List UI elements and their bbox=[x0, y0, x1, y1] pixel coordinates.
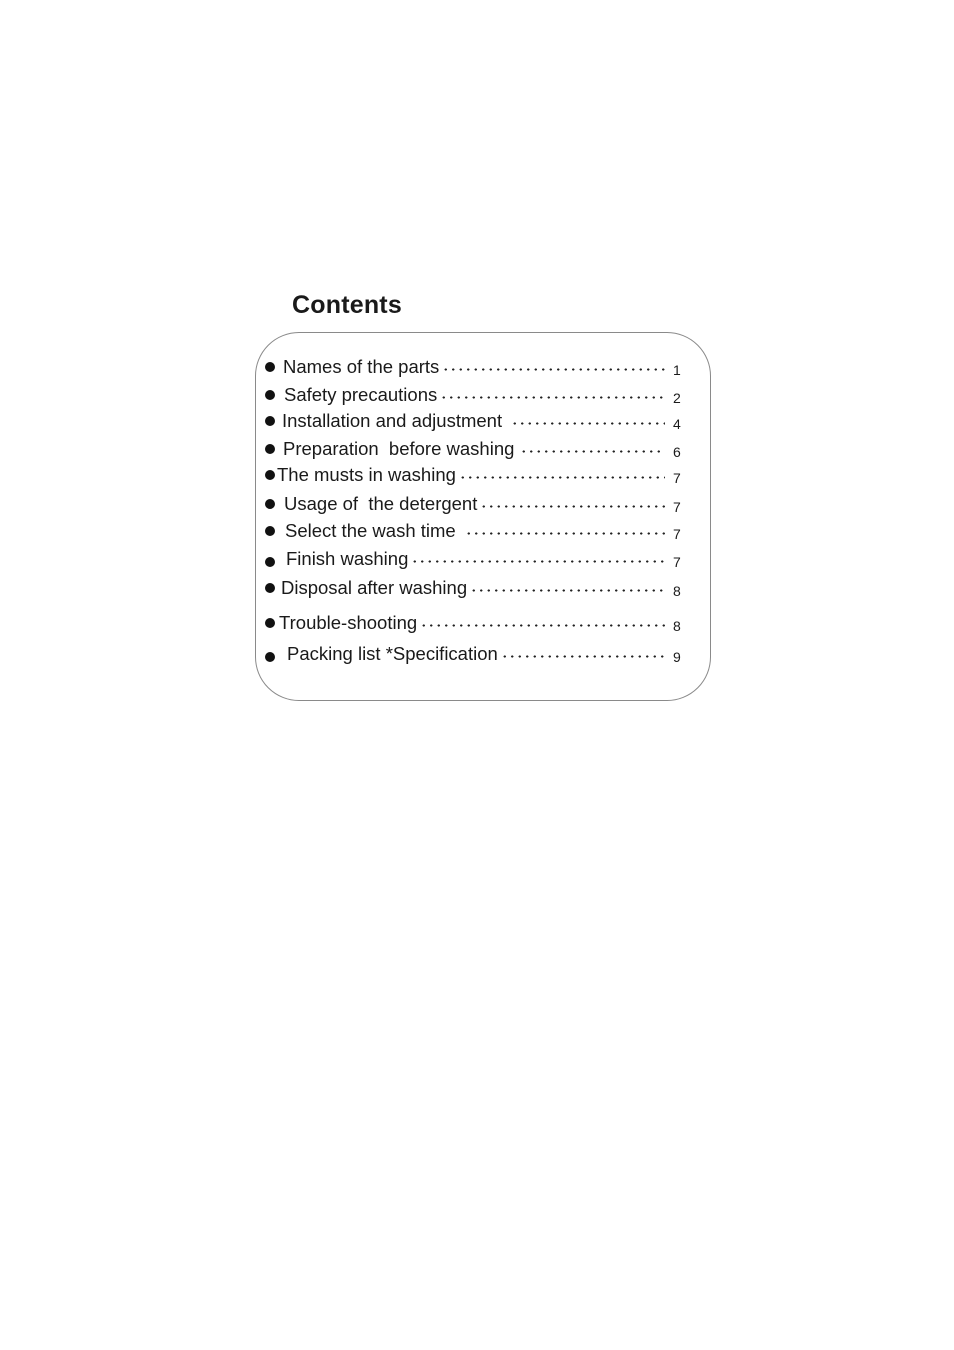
toc-entry-names-of-parts bbox=[265, 355, 685, 379]
toc-entry-page: 8 bbox=[673, 618, 681, 634]
dot-leader bbox=[465, 532, 667, 535]
dot-leader bbox=[511, 422, 665, 425]
toc-entry-label: Usage of the detergent bbox=[284, 493, 478, 514]
bullet-icon bbox=[265, 526, 275, 536]
toc-entry-page: 7 bbox=[673, 554, 681, 570]
toc-entry-page: 6 bbox=[673, 444, 681, 460]
dot-leader bbox=[459, 476, 665, 479]
bullet-icon bbox=[265, 444, 275, 454]
toc-entry-installation bbox=[265, 409, 685, 433]
toc-entry-safety-precautions bbox=[265, 383, 685, 407]
dot-leader bbox=[520, 450, 665, 453]
bullet-icon bbox=[265, 499, 275, 509]
bullet-icon bbox=[265, 362, 275, 372]
bullet-icon bbox=[265, 470, 275, 480]
toc-entry-label: Packing list *Specification bbox=[287, 643, 498, 664]
toc-entry-label: Finish washing bbox=[286, 548, 409, 569]
page-title: Contents bbox=[292, 291, 402, 319]
dot-leader bbox=[411, 560, 665, 563]
toc-entry-page: 9 bbox=[673, 649, 681, 665]
bullet-icon bbox=[265, 583, 275, 593]
toc-entry-label: Trouble-shooting bbox=[279, 612, 418, 633]
bullet-icon bbox=[265, 557, 275, 567]
toc-entry-label: Preparation before washing bbox=[283, 438, 515, 459]
toc-entry-select-wash-time bbox=[265, 519, 685, 543]
toc-entry-label: The musts in washing bbox=[277, 464, 456, 485]
toc-entry-page: 1 bbox=[673, 362, 681, 378]
dot-leader bbox=[501, 655, 667, 658]
toc-entry-finish-washing bbox=[265, 547, 685, 571]
toc-entry-usage-of-detergent bbox=[265, 492, 685, 516]
bullet-icon bbox=[265, 618, 275, 628]
toc-entry-page: 4 bbox=[673, 416, 681, 432]
toc-entry-label: Select the wash time bbox=[285, 520, 456, 541]
toc-entry-page: 7 bbox=[673, 499, 681, 515]
toc-entry-label: Installation and adjustment bbox=[282, 410, 503, 431]
toc-entry-page: 2 bbox=[673, 390, 681, 406]
toc-entry-disposal-after-washing bbox=[265, 576, 685, 600]
bullet-icon bbox=[265, 652, 275, 662]
toc-entry-page: 7 bbox=[673, 526, 681, 542]
dot-leader bbox=[470, 589, 667, 592]
toc-entry-musts-in-washing bbox=[265, 463, 685, 487]
bullet-icon bbox=[265, 390, 275, 400]
toc-entry-label: Disposal after washing bbox=[281, 577, 468, 598]
bullet-icon bbox=[265, 416, 275, 426]
dot-leader bbox=[420, 624, 665, 627]
dot-leader bbox=[480, 505, 667, 508]
dot-leader bbox=[440, 396, 665, 399]
toc-entry-packing-list bbox=[265, 642, 685, 666]
toc-entry-label: Safety precautions bbox=[284, 384, 438, 405]
toc-entry-page: 7 bbox=[673, 470, 681, 486]
toc-entry-trouble-shooting bbox=[265, 611, 685, 635]
toc-entry-page: 8 bbox=[673, 583, 681, 599]
toc-entry-label: Names of the parts bbox=[283, 356, 440, 377]
dot-leader bbox=[442, 368, 665, 371]
toc-entry-preparation bbox=[265, 437, 685, 461]
